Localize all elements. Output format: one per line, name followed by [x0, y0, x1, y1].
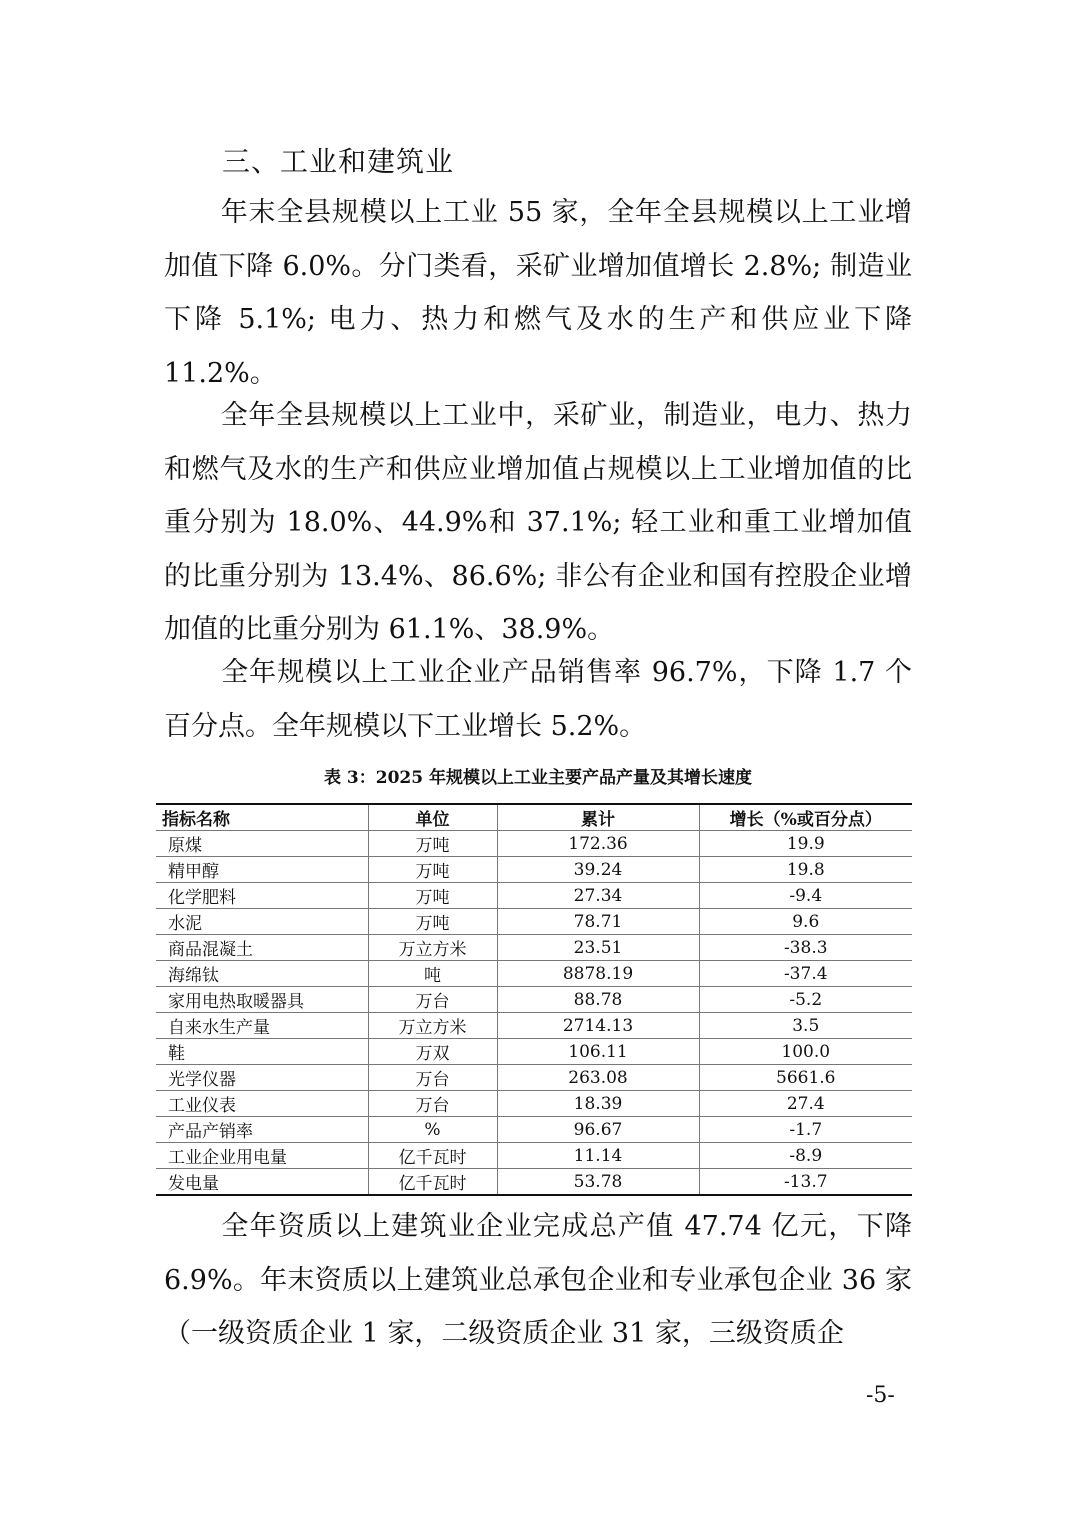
cell-unit: 万台: [368, 987, 497, 1013]
cell-cumulative: 78.71: [497, 909, 699, 935]
paragraph-sales-rate: [164, 646, 912, 753]
cell-cumulative: 263.08: [497, 1065, 699, 1091]
table-row: [156, 935, 912, 961]
cell-growth: 19.8: [699, 857, 912, 883]
cell-growth: -9.4: [699, 883, 912, 909]
table-header-row: [156, 804, 912, 831]
header-growth: 增长（%或百分点）: [699, 804, 912, 831]
header-unit: 单位: [368, 804, 497, 831]
table-row: [156, 831, 912, 857]
cell-unit: 亿千瓦时: [368, 1169, 497, 1196]
cell-unit: 万吨: [368, 857, 497, 883]
cell-name: 鞋: [156, 1039, 368, 1065]
cell-unit: 万双: [368, 1039, 497, 1065]
cell-cumulative: 8878.19: [497, 961, 699, 987]
table-row: [156, 857, 912, 883]
table-row: [156, 1117, 912, 1143]
cell-cumulative: 96.67: [497, 1117, 699, 1143]
cell-unit: 万立方米: [368, 935, 497, 961]
cell-unit: 万立方米: [368, 1013, 497, 1039]
cell-cumulative: 53.78: [497, 1169, 699, 1196]
paragraph-industry-overview: [164, 186, 912, 400]
cell-name: 商品混凝土: [156, 935, 368, 961]
table-row: [156, 1169, 912, 1196]
cell-name: 发电量: [156, 1169, 368, 1196]
table-row: [156, 961, 912, 987]
cell-growth: 27.4: [699, 1091, 912, 1117]
table-caption: 表 3：2025 年规模以上工业主要产品产量及其增长速度: [324, 768, 752, 788]
cell-name: 工业仪表: [156, 1091, 368, 1117]
header-indicator: 指标名称: [156, 804, 368, 831]
cell-name: 自来水生产量: [156, 1013, 368, 1039]
cell-name: 精甲醇: [156, 857, 368, 883]
paragraph-text: 年末全县规模以上工业 55 家，全年全县规模以上工业增加值下降 6.0%。分门类看，采矿业增加值增长 2.8%; 制造业下降 5.1%; 电力、热力和燃气及水的生产和供应业下降 11.2%。: [164, 197, 912, 389]
cell-unit: 亿千瓦时: [368, 1143, 497, 1169]
cell-unit: 万台: [368, 1091, 497, 1117]
cell-growth: 100.0: [699, 1039, 912, 1065]
cell-name: 原煤: [156, 831, 368, 857]
table-row: [156, 1065, 912, 1091]
cell-unit: %: [368, 1117, 497, 1143]
table-row: [156, 987, 912, 1013]
cell-cumulative: 27.34: [497, 883, 699, 909]
paragraph-text: 全年全县规模以上工业中，采矿业，制造业，电力、热力和燃气及水的生产和供应业增加值占规模以上工业增加值的比重分别为 18.0%、44.9%和 37.1%; 轻工业和重工业增加值的比重分别为 13.4%、86.6%; 非公有企业和国有控股企业增加值的比重分别为 61.1%、38.9%。: [164, 400, 912, 645]
cell-unit: 万吨: [368, 831, 497, 857]
cell-cumulative: 2714.13: [497, 1013, 699, 1039]
cell-growth: -8.9: [699, 1143, 912, 1169]
table-row: [156, 1143, 912, 1169]
table-row: [156, 909, 912, 935]
cell-growth: 19.9: [699, 831, 912, 857]
cell-cumulative: 39.24: [497, 857, 699, 883]
cell-unit: 万吨: [368, 883, 497, 909]
cell-name: 家用电热取暖器具: [156, 987, 368, 1013]
cell-name: 化学肥料: [156, 883, 368, 909]
header-cumulative: 累计: [497, 804, 699, 831]
cell-cumulative: 106.11: [497, 1039, 699, 1065]
cell-cumulative: 11.14: [497, 1143, 699, 1169]
cell-cumulative: 18.39: [497, 1091, 699, 1117]
cell-growth: -13.7: [699, 1169, 912, 1196]
cell-unit: 万吨: [368, 909, 497, 935]
cell-cumulative: 23.51: [497, 935, 699, 961]
cell-name: 产品产销率: [156, 1117, 368, 1143]
table-row: [156, 883, 912, 909]
table-row: [156, 1039, 912, 1065]
cell-cumulative: 88.78: [497, 987, 699, 1013]
cell-cumulative: 172.36: [497, 831, 699, 857]
table-row: [156, 1091, 912, 1117]
page-number: -5-: [866, 1383, 895, 1408]
cell-growth: 3.5: [699, 1013, 912, 1039]
cell-unit: 万台: [368, 1065, 497, 1091]
cell-growth: 5661.6: [699, 1065, 912, 1091]
cell-name: 光学仪器: [156, 1065, 368, 1091]
cell-growth: 9.6: [699, 909, 912, 935]
cell-growth: -5.2: [699, 987, 912, 1013]
paragraph-text: 全年资质以上建筑业企业完成总产值 47.74 亿元，下降 6.9%。年末资质以上建筑业总承包企业和专业承包企业 36 家（一级资质企业 1 家，二级资质企业 31 家，三级资质企: [164, 1211, 912, 1349]
paragraph-industry-share: [164, 389, 912, 657]
cell-name: 水泥: [156, 909, 368, 935]
paragraph-construction: [164, 1200, 912, 1361]
section-heading: 三、工业和建筑业: [222, 145, 455, 178]
cell-name: 工业企业用电量: [156, 1143, 368, 1169]
cell-growth: -37.4: [699, 961, 912, 987]
cell-name: 海绵钛: [156, 961, 368, 987]
table-row: [156, 1013, 912, 1039]
cell-growth: -1.7: [699, 1117, 912, 1143]
paragraph-text: 全年规模以上工业企业产品销售率 96.7%，下降 1.7 个百分点。全年规模以下工业增长 5.2%。: [164, 657, 912, 742]
cell-growth: -38.3: [699, 935, 912, 961]
product-output-table: [156, 803, 912, 1196]
cell-unit: 吨: [368, 961, 497, 987]
